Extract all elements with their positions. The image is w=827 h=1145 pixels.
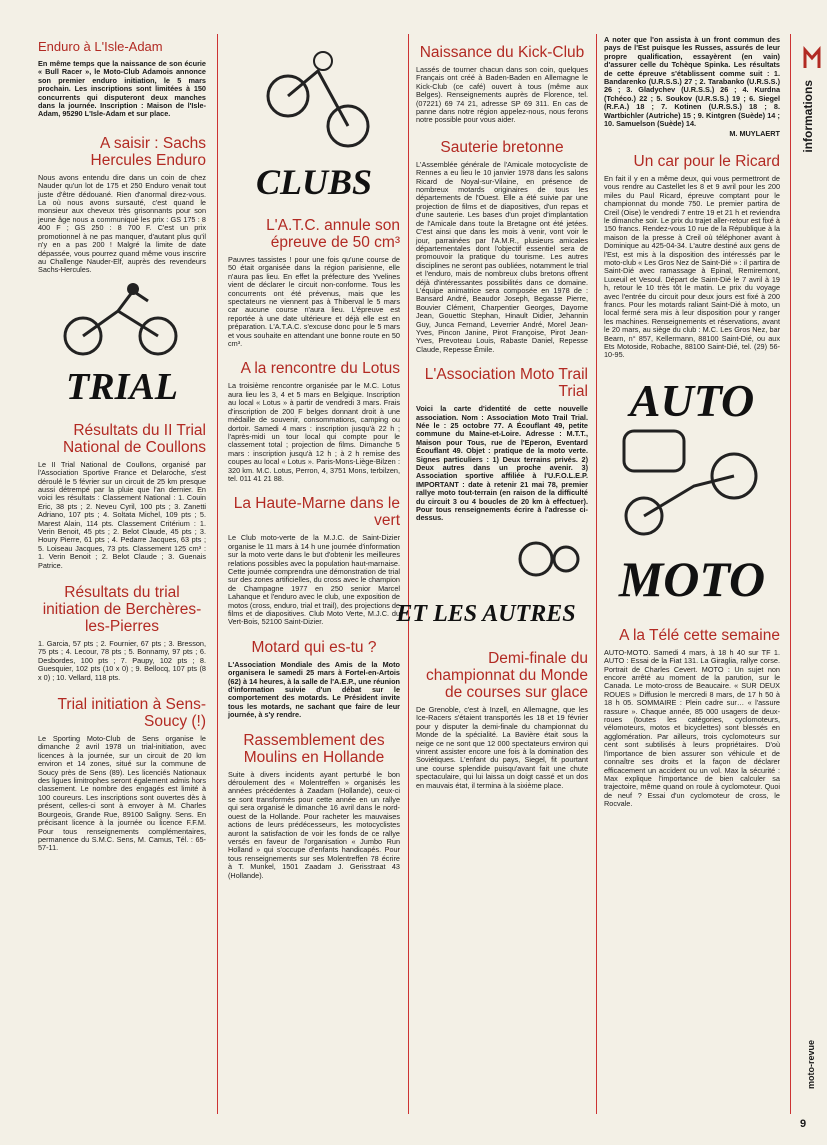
heading-moulins: Rassemblement des Moulins en Hollande	[243, 731, 385, 766]
column-rule-2	[408, 34, 409, 1114]
heading-tele: A la Télé cette semaine	[619, 626, 780, 644]
section-label: informations	[801, 80, 815, 153]
article-lotus: La troisième rencontre organisée par le M.C. Lotus aura lieu les 3, 4 et 5 mars en Belgique. Inscription au local « Lotus » à partir de vendredi 3 mars. Frais d'inscription de 200 F belges donnant droit à une médaille de souvenir, consommations, camping ou dortoir. Samedi 4 mars : inscription jusqu'à 22 h ; l'après-midi un tour local qui compte pour le classement total ; projection de films. Dimanche 5 mars : inscription jusqu'à 12 h ; à 2 h remise des coupes au local « Lotus ». Paris-Mons-Liège-Bilzen : 320 km. M.C. Lotus, Perron, 4, 3751 Mons, terbilzen, tel. 011 41 21 88.	[228, 381, 400, 483]
auto-logo: AUTO	[629, 374, 755, 426]
column-4	[604, 36, 780, 811]
autres-illustration	[396, 529, 588, 644]
moto-logo: MOTO	[618, 550, 766, 607]
autres-logo: ET LES AUTRES	[396, 600, 576, 627]
heading-sauterie: Sauterie bretonne	[440, 138, 564, 156]
heading-demi-finale: Demi-finale du championnat du Monde de courses sur glace	[425, 649, 588, 701]
article-naissance: Lassés de tourner chacun dans son coin, quelques Français ont créé à Baden-Baden en Allemagne le Kick-Club (ce café) ouvert à tous (même aux Belges). Renseignements auprès de Florence, tel. (07221) 69 74 21, adresse SP 69 311. En cas de panne dans notre région appelez-nous, nous ferons notre possible pour vous aider.	[416, 65, 588, 125]
column-3	[396, 36, 588, 792]
signature: M. MUYLAERT	[729, 129, 780, 139]
brand-label: moto-revue	[806, 1040, 816, 1090]
heading-ricard: Un car pour le Ricard	[633, 152, 780, 170]
article-front-commun: A noter que l'on assista à un front commun des pays de l'Est puisque les Russes, assurés de leur propre qualification, essayèrent (en vain) d'assurer celle du Tchèque Spinka. Les résultats de cette épreuve s'établissent comme suit : 1. Bandarenko (U.R.S.S.) 27 ; 2. Tarabanko (U.R.S.S.) 26 ; 3. Gladychev (U.R.S.S.) 26 ; 4. Kurdna (Tchéco.) 22 ; 5. Soukov (U.R.S.S.) 19 ; 6. Siegel (R.F.A.) 18 ; 7. Kotinen (U.R.S.S.) 18 ; 8. Wartbichler (Autriche) 15 ; 9. Kintgren (Suède) 14 ; 10. Samuelson (Suède) 14.	[604, 35, 780, 129]
article-atc: Pauvres tassistes ! pour une fois qu'une course de 50 était organisée dans la région parisienne, elle n'aura pas lieu. En effet la préfecture des Yvelines vient de déclarer le circuit non-conforme. Tous les concurrents ont été prévenus, mais que les spectateurs ne viennent pas à Thiberval le 5 mars car aucune course n'aura lieu. L'épreuve est reportée à une date ultérieure et déjà elle est en préparation. L'A.T.A.C. s'excuse donc pour le 5 mars et vous souhaite en attendant une bonne route en 50 cm³.	[228, 255, 400, 349]
article-moulins: Suite à divers incidents ayant perturbé le bon déroulement des « Molentreffen » organisés les années précédentes à Zaadam (Hollande), ceux-ci se sont transformés pour cette année en un rallye qui sera organisé le dimanche 16 avril dans le nord-ouest de la Hollande. Pour racheter les mauvaises actions de leurs prédécesseurs, les motocyclistes auront la satisfaction de voir les fonds de ce rallye versés en faveur de l'organisation « Jumbo Run Holland » qui s'occupe d'enfants handicapés. Pour tous renseignements sur ses Molentreffen 78 écrire à T. Munkel, 1501 Zaadam J. Gerisstraat 43 (Hollande).	[228, 769, 400, 880]
heading-resultats-coullons: Résultats du II Trial National de Coullons	[62, 421, 206, 456]
article-amt: Voici la carte d'identité de cette nouvelle association. Nom : Association Moto Trail Trial. Née le : 25 octobre 77. A Écouflant 49, petite commune du Maine-et-Loire. Adresse : M.T.T., Maison pour Tous, rue de l'Eperon, Eventard Écouflant 49. Objet : pratique de la moto verte. Signes particuliers : 1) Deux terrains privés. 2) Deux autres dans un proche avenir. 3) Association sportive affiliée à l'U.F.O.L.E.P. IMPORTANT : date à retenir 21 mai 78, premier rallye moto tout-terrain (en raison de la difficulté du circuit 3 ou 4 boucles de 20 km à effectuer). Pour tous renseignements écrire à l'adresse ci-dessus.	[416, 404, 588, 523]
mr-logo-icon	[803, 44, 821, 70]
auto-moto-illustration	[604, 366, 780, 621]
column-2	[228, 36, 400, 882]
column-rule-3	[596, 34, 597, 1114]
column-rule-1	[217, 34, 218, 1114]
heading-enduro: Enduro à L'Isle-Adam	[38, 39, 163, 54]
heading-motard: Motard qui es-tu ?	[251, 638, 377, 656]
heading-atc: L'A.T.C. annule son épreuve de 50 cm³	[266, 217, 400, 251]
heading-berchere: Résultats du trial initiation de Berchères-les-Pierres	[42, 584, 202, 635]
column-1	[38, 36, 206, 855]
article-demi-finale: De Grenoble, c'est à Inzell, en Allemagne, que les Ice-Racers s'étaient transportés les 18 et 19 février pour y disputer la demi-finale du championnat du Monde de la spécialité. La Bavière était sous la neige ce ne sont que 12 000 spectateurs environ qui vinrent assister encore une fois à la domination des Soviétiques. L'enfant du pays, Siegel, fit pourtant une course splendide puisqu'avant fait une chute spectaculaire, qui lui laissa un doigt cassé et un dos en mauvais état, il termina à la sixième place.	[416, 704, 588, 790]
article-resultats-coullons: Le II Trial National de Coullons, organisé par l'Association Sportive France et Delaroche, s'est déroulé le 5 février sur un circuit de 25 km presque aussi détrempé par la pluie que l'an dernier. En voici les résultats : Classement National : 1. Couin Eric, 38 pts ; 2. Neveu Cyril, 100 pts ; 3. Zanetti Adriano, 107 pts ; 4. Soltata Michel, 109 pts ; 5. Marest Alain, 114 pts. Classement Critérium : 1. Verin Benoit, 45 pts ; 2. Belot Claude, 45 pts ; 3. Houry Pierre, 61 pts ; 4. Pedarre Jacques, 63 pts ; 5. Loiseau Jacques, 73 pts. Classement 125 cm³ : 1. Verin Benoit ; 2. Belot Claude ; 3. Guenais Patrice.	[38, 459, 206, 570]
article-haute-marne: Le Club moto-verte de la M.J.C. de Saint-Dizier organise le 11 mars à 14 h une journée d'information sur la moto verte dans le but d'obtenir les meilleures relations possibles avec la population haut-marnaise. Cette journée comprendra une démonstration de trial sur des zones artificielles, du cross avec le champion de Champagne 1977 en 250 senior Marcel Lahanque et l'enduro avec le club, une exposition de motos (cross, enduro, trial et trail), des projections de films et de diapositives. Club Moto Verte, M.J.C. du Vert-Bois, 52100 Saint-Dizier.	[228, 533, 400, 627]
heading-sens: Trial initiation à Sens-Soucy (!)	[57, 696, 206, 731]
trial-logo: TRIAL	[66, 365, 178, 408]
heading-amt: L'Association Moto Trail Trial	[424, 366, 588, 401]
article-ricard: En fait il y en a même deux, qui vous permettront de vous rendre au Castellet les 8 et 9 avril pour les 200 miles du Paul Ricard, épreuve comptant pour le championnat du monde 750. Le premier partira de Creil (Oise) le vendredi 7 entre 19 et 21 h et reviendra le dimanche soir. Le prix du trajet aller-retour est fixé à 150 francs. Rendez-vous 10 rue de la République à la maison de la presse à Creil où téléphoner avant à Dominique au 425-04-34. L'autre destiné aux gens de l'Est, est mis à la disposition des intéressés par le moto-club « Les Gros Nez de Saint-Dié » : il partira de Saint-Dié avec ramassage à Epinal, Remiremont, Luxeuil et Vesoul. Départ de Saint-Dié le 7 avril à 19 h, retour le 10 très tôt le matin. Le prix du voyage avec l'entrée du circuit pour deux jours est fixé à 200 francs. Pour les motards raliant Saint-Dié à moto, un local fermé sera mis à leur disposition pour y ranger les machines. Renseignements et réservations, avant le 20 mars, au siège du club : M.C. Les Gros Nez, bar Bearn, n° 857, Kellermann, 88100 Saint-Dié, ou aux Ets Motoside, Robache, 88100 Saint-Dié, tel. (29) 56-10-95.	[604, 173, 780, 360]
heading-haute-marne: La Haute-Marne dans le vert	[233, 495, 400, 530]
column-rule-4	[790, 34, 791, 1114]
article-sens: Le Sporting Moto-Club de Sens organise le dimanche 2 avril 1978 un trial-initiation, avec licences à la journée, sur un circuit de 20 km environ et 14 zones, situé sur la commune de Soucy près de Sens (89). Les licenciés Nationaux des ligues limitrophes seront également admis hors classement. Le nombre des engagés est limité à 100 coureurs. Les inscriptions sont ouvertes dès à présent, celles-ci sont à envoyer à M. Charles Bourgeois, Grande Rue, 89100 Saligny. Sens. En précisant licence à la journée ou licence F.F.M. Pour tous renseignements complémentaires, permanence du S.M.C. Sens, M. Camus, Tél. : 65-57-11.	[38, 734, 206, 853]
article-motard: L'Association Mondiale des Amis de la Moto organisera le samedi 25 mars à Fortel-en-Artois (62) à 14 heures, à la salle de l'A.E.P., une réunion d'information suivie d'un débat sur le comportement des motards. Le Président invite tous les motards, ne sachant que faire de leur journée, à s'y rendre.	[228, 659, 400, 720]
heading-saisir: A saisir : Sachs Hercules Enduro	[90, 134, 206, 169]
article-berchere: 1. Garcia, 57 pts ; 2. Fournier, 67 pts ; 3. Bresson, 75 pts ; 4. Lecour, 78 pts ; 5. Bonnamy, 97 pts ; 6. Desbordes, 100 pts ; 7. Paupy, 102 pts ; 8. Guesquier, 102 pts (10 x 0) ; 9. Bellocq, 107 pts (8 x 0) ; 10. Vellard, 118 pts.	[38, 639, 206, 682]
article-sauterie: L'Assemblée générale de l'Amicale motocycliste de Rennes a eu lieu le 10 janvier 1978 dans les salons Ricard de Noyal-sur-Vilaine, en présence de nombreux motards originaires de tous les départements de l'Ouest. Elle a été suivie par une projection de films et de diapositives, d'un repas et d'une sauterie. Les bases d'un projet d'implantation de l'Amicale dans toute la Bretagne ont été jetées. C'est ainsi que dans les mois à venir, vont voir le jour, parrainées par l'A.M.R., plusieurs amicales départementales dont l'objectif essentiel sera de promouvoir la pratique du tourisme. Les autres disciplines ne seront pas oubliées, notamment le trial et l'enduro, mais de nombreux clubs bretons offrent déjà d'intéressantes possibilités dans ce domaine. L'équipe animatrice sera composée en 1978 de : Bansard André, Beaudor Joseph, Begasse Pierre, Bouvier Clément, Charpentier Georges, Dayorne Jean, Gouettic Stephan, Hinault Didier, Jehannin Guy, Junca Fernand, Leverrier André, Morel Jean-Yves, Pincon Janine, Pirot Françoise, Pirot Jean-Yves, Prevoteau Louis, Rabaste Daniel, Repesse Claude, Repesse Émile.	[416, 159, 588, 354]
heading-naissance: Naissance du Kick-Club	[419, 44, 585, 61]
article-saisir: Nous avons entendu dire dans un coin de chez Nauder qu'un lot de 175 et 250 Enduro venait tout juste d'être dédouané. Rien d'anormal direz-vous. La où nous avons sursauté, c'est quand le monsieur aux cheveux très grisonnants pour son jeune âge nous a communiqué les prix : GS 175 : 8 400 F ; GS 250 : 8 700 F. C'est un prix promotionnel à ne pas manquer, d'autant plus qu'il n'y en a pas 200 ! Malgré la limite de date dépassée, vous pourrez quand même vous inscrire au Challenge Nauder-Elf, auprès des revendeurs Sachs-Hercules.	[38, 172, 206, 275]
article-enduro: En même temps que la naissance de son écurie « Bull Racer », le Moto-Club Adamois annonce son premier enduro initiation, le 5 mars prochain. Les inscriptions sont limitées à 150 concurrents qui disputeront deux manches dans la journée. Inscription : Maison de l'Isle-Adam, 95290 L'Isle-Adam et sur place.	[38, 59, 206, 119]
clubs-illustration	[228, 36, 400, 211]
heading-lotus: A la rencontre du Lotus	[240, 360, 400, 378]
trial-illustration	[38, 281, 206, 416]
article-tele: AUTO-MOTO. Samedi 4 mars, à 18 h 40 sur TF 1. AUTO : Essai de la Fiat 131. La Giraglia, rallye corse. Portrait de Charles Cevert. MOTO : Un sujet non encore arrêté au moment de la parution, sur le Canada. Le moto-cross de Beaucaire. « SUR DEUX ROUES » Diffusion le mercredi 8 mars, de 17 h 50 à 18 h 05. SOMMAIRE : Plein cadre sur… « l'assure rassure ». Chaque année, 85 000 usagers de deux-roues (toutes les catégories, cyclomoteurs, vélomoteurs, motos et bicyclettes) sont blessés en agglomération. Par ailleurs, trois cyclomoteurs sur cent sont subtilisés à leurs propriétaires. D'où l'importance de bien assurer son véhicule et de connaître ses droits et la façon de déclarer efficacement un accident ou un vol. Max la sécurité : Max explique l'importance de bien calculer sa trajectoire, même quand on roule à cyclomoteur. Quoi de neuf ? Essai d'un cyclomoteur de cross, le Rocvale.	[604, 647, 780, 809]
page-number: 9	[800, 1118, 807, 1130]
clubs-logo: CLUBS	[255, 162, 373, 202]
